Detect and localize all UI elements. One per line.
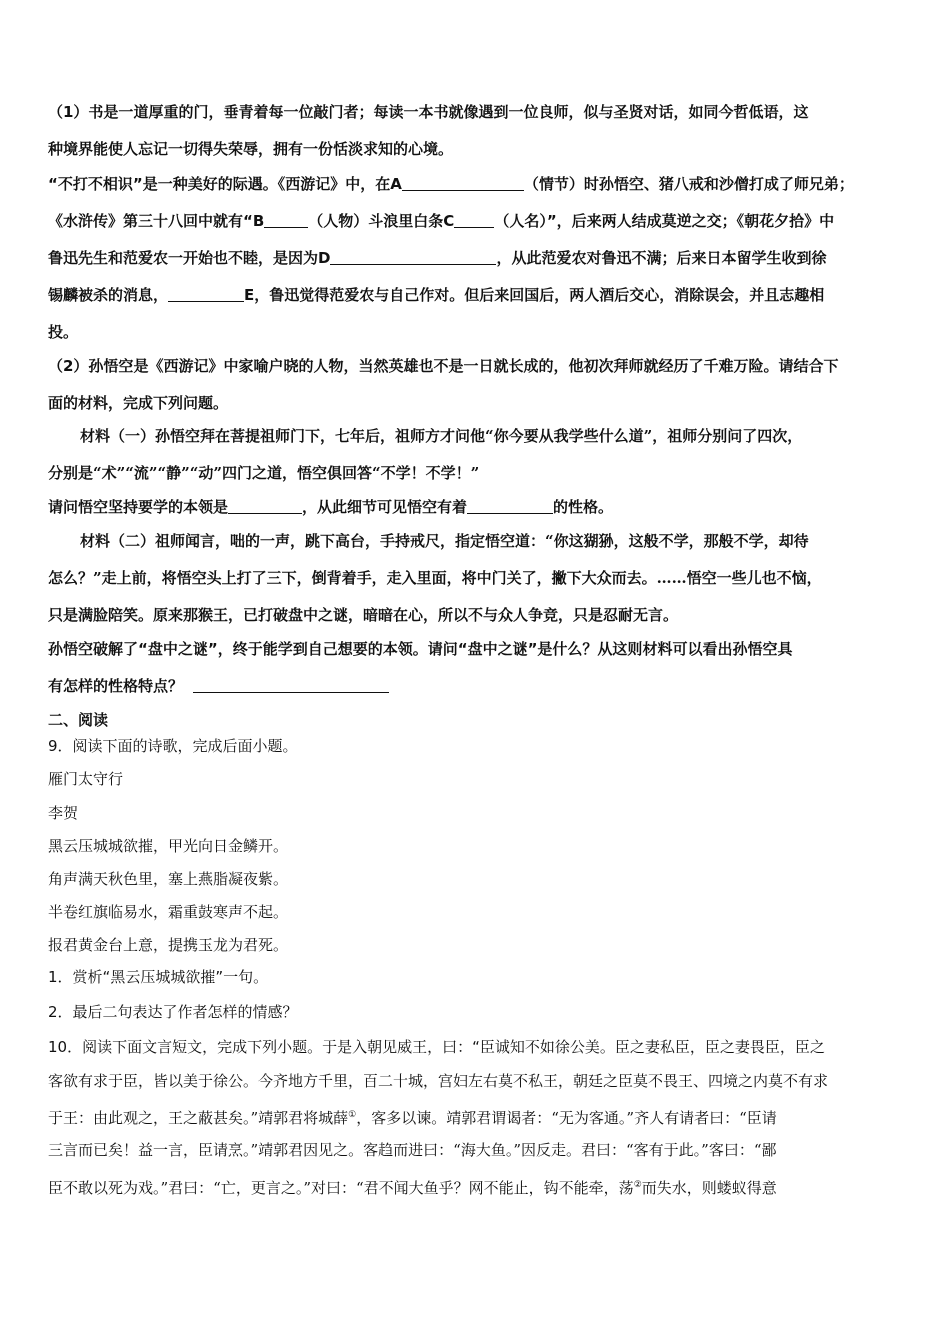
question-10-line-4: 三言而已矣！益一言，臣请烹。”靖郭君因见之。客趋而进曰：“海大鱼。”因反走。君曰：“客有于此。”客曰：“鄙 (48, 1141, 777, 1159)
poem-line-4: 报君黄金台上意，提携玉龙为君死。 (48, 936, 289, 954)
blank-a[interactable] (402, 175, 524, 191)
fill-line-5: 投。 (48, 323, 79, 341)
q2-line-1: （2）孙悟空是《西游记》中家喻户晓的人物，当然英雄也不是一日就长成的，他初次拜师就经历了千难万险。请结合下 (48, 357, 839, 375)
fill-line-4: 锡麟被杀的消息， E，鲁迅觉得范爱农与自己作对。但后来回国后，两人酒后交心，消除误会，并且志趣相 (48, 286, 825, 304)
material-2-line-1: 材料（二）祖师闻言，咄的一声，跳下高台，手持戒尺，指定悟空道：“你这猢狲，这般不学，那般不学，却待 (80, 532, 809, 550)
blank-character[interactable] (467, 498, 553, 514)
question-9: 9．阅读下面的诗歌，完成后面小题。 (48, 737, 298, 755)
material-2-line-3: 只是满脸陪笑。原来那猴王，已打破盘中之谜，暗暗在心，所以不与众人争竞，只是忍耐无言。 (48, 606, 679, 624)
sub-question-2: 2．最后二句表达了作者怎样的情感？ (48, 1003, 298, 1021)
blank-c[interactable] (454, 212, 494, 228)
blank-d[interactable] (330, 249, 496, 265)
ask-2-line-2: 有怎样的性格特点？ (48, 676, 389, 696)
material-1-line-1: 材料（一）孙悟空拜在菩提祖师门下，七年后，祖师方才问他“你今要从我学些什么道”，祖师分别问了四次， (80, 427, 803, 445)
blank-e[interactable] (168, 286, 244, 302)
material-1-line-2: 分别是“术”“流”“静”“动”四门之道，悟空俱回答“不学！不学！” (48, 464, 480, 482)
poem-author: 李贺 (48, 804, 79, 822)
question-10-line-3: 于王：由此观之，王之蔽甚矣。”靖郭君将城薛①，客多以谏。靖郭君谓谒者：“无为客通。”齐人有请者曰：“臣请 (48, 1109, 777, 1127)
question-10-line-5: 臣不敢以死为戏。”君曰：“亡，更言之。”对曰：“君不闻大鱼乎？网不能止，钩不能牵，荡②而失水，则蝼蚁得意 (48, 1179, 777, 1197)
poem-line-1: 黑云压城城欲摧，甲光向日金鳞开。 (48, 837, 289, 855)
blank-b[interactable] (264, 212, 308, 228)
question-10-line-1: 10．阅读下面文言短文，完成下列小题。于是入朝见威王，曰：“臣诚知不如徐公美。臣之妻私臣，臣之妻畏臣，臣之 (48, 1038, 825, 1056)
ask-2-line-1: 孙悟空破解了“盘中之谜”，终于能学到自己想要的本领。请问“盘中之谜”是什么？从这则材料可以看出孙悟空具 (48, 640, 793, 658)
intro-line-2: 种境界能使人忘记一切得失荣辱，拥有一份恬淡求知的心境。 (48, 140, 454, 158)
section-heading: 二、阅读 (48, 711, 109, 729)
poem-line-3: 半卷红旗临易水，霜重鼓寒声不起。 (48, 903, 289, 921)
poem-line-2: 角声满天秋色里，塞上燕脂凝夜紫。 (48, 870, 289, 888)
material-2-line-2: 怎么？”走上前，将悟空头上打了三下，倒背着手，走入里面，将中门关了，撇下大众而去。……悟空一些儿也不恼， (48, 569, 822, 587)
fill-line-1: “不打不相识”是一种美好的际遇。《西游记》中，在A （情节）时孙悟空、猪八戒和沙僧打成了师兄弟； (48, 175, 854, 193)
intro-line-1: （1）书是一道厚重的门，垂青着每一位敲门者；每读一本书就像遇到一位良师，似与圣贤对话，如同今哲低语，这 (48, 103, 809, 121)
fill-line-3: 鲁迅先生和范爱农一开始也不睦，是因为D ，从此范爱农对鲁迅不满；后来日本留学生收到徐 (48, 249, 827, 267)
q2-line-2: 面的材料，完成下列问题。 (48, 394, 229, 412)
blank-answer[interactable] (193, 677, 389, 693)
poem-title: 雁门太守行 (48, 770, 124, 788)
ask-1: 请问悟空坚持要学的本领是 ，从此细节可见悟空有着 的性格。 (48, 498, 614, 516)
footnote-marker-1: ① (348, 1110, 357, 1120)
fill-line-2: 《水浒传》第三十八回中就有“B （人物）斗浪里白条C （人名）”，后来两人结成莫逆之交；《朝花夕拾》中 (48, 212, 835, 230)
footnote-marker-2: ② (633, 1180, 642, 1190)
question-10-line-2: 客欲有求于臣，皆以美于徐公。今齐地方千里，百二十城，宫妇左右莫不私王，朝廷之臣莫不畏王、四境之内莫不有求 (48, 1072, 829, 1090)
blank-skill[interactable] (228, 498, 302, 514)
sub-question-1: 1．赏析“黑云压城城欲摧”一句。 (48, 968, 269, 986)
